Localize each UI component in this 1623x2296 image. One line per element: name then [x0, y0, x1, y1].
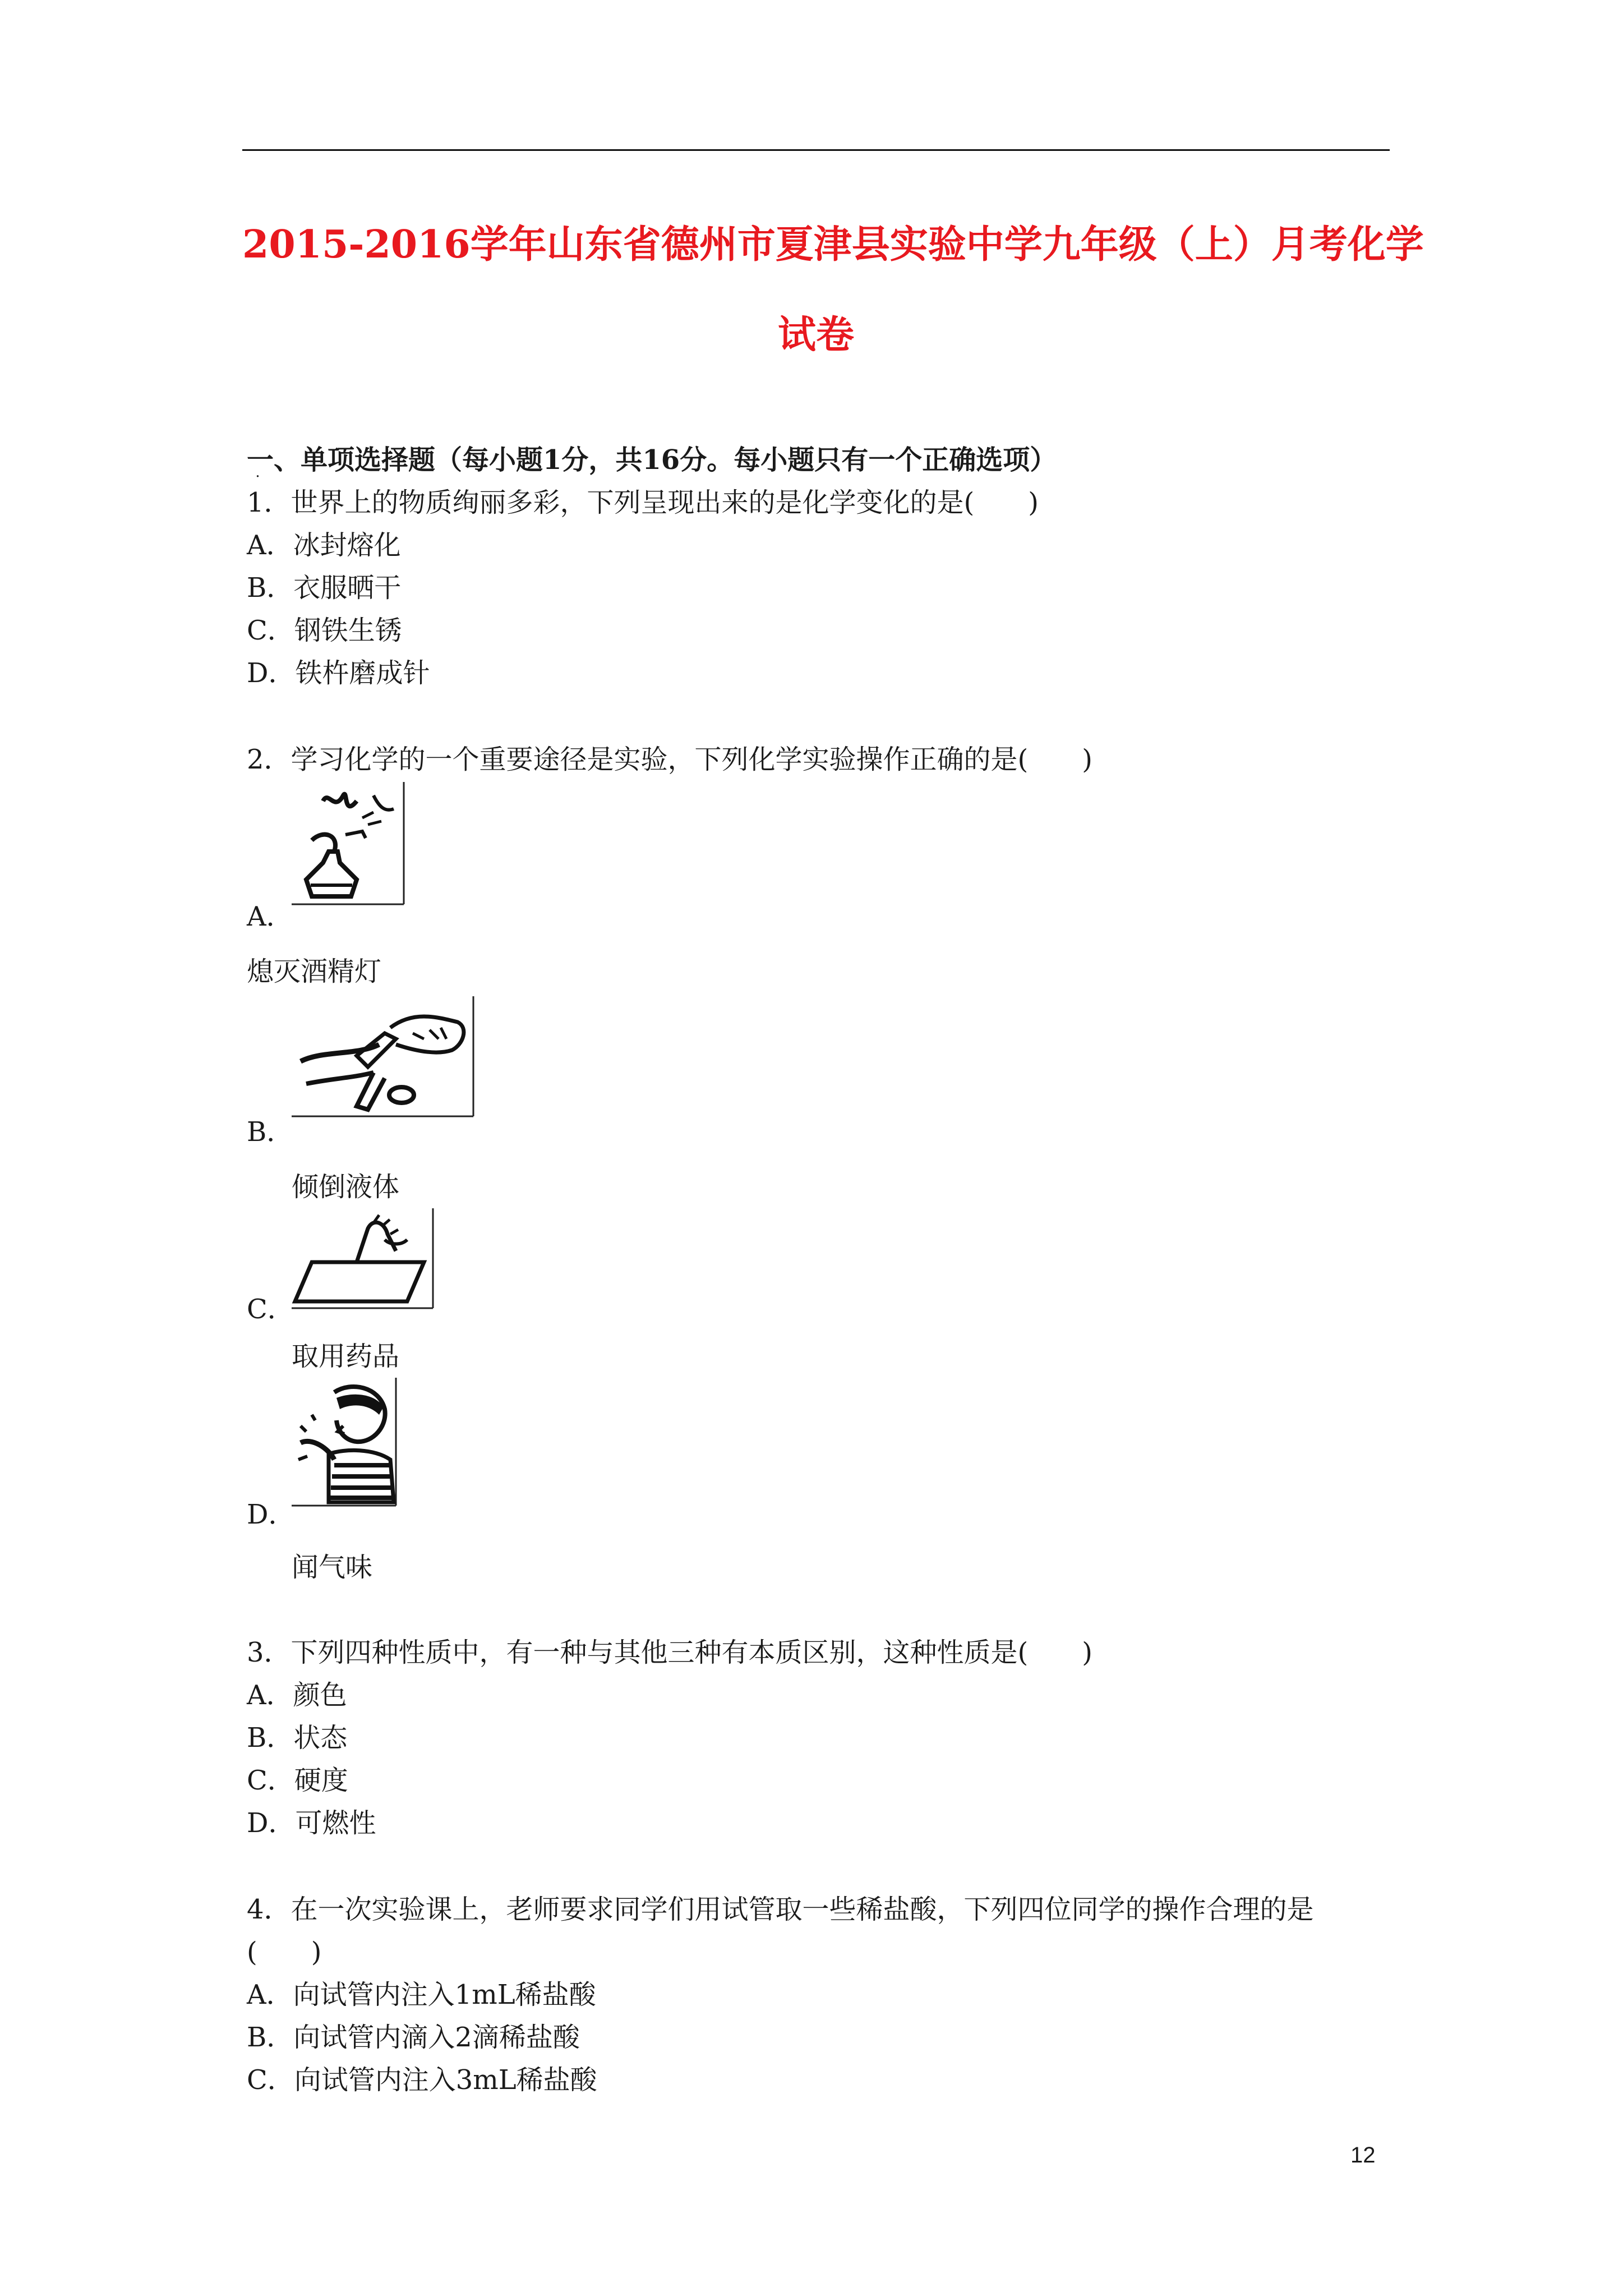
q2-option-d-letter: D．	[247, 1499, 296, 1530]
q2-option-b-caption: 倾倒液体	[292, 1171, 400, 1203]
exam-title-line-2: 试卷	[777, 312, 854, 357]
q3-stem: 3．下列四种性质中，有一种与其他三种有本质区别，这种性质是( )	[247, 1637, 1092, 1668]
q3-option-c: C．硬度	[247, 1765, 348, 1796]
q4-stem: 4．在一次实验课上，老师要求同学们用试管取一些稀盐酸，下列四位同学的操作合理的是	[247, 1894, 1314, 1925]
q2-option-a-caption: 熄灭酒精灯	[247, 956, 382, 987]
q1-stem: 1．世界上的物质绚丽多彩，下列呈现出来的是化学变化的是( )	[247, 487, 1039, 518]
page-number: 12	[1350, 2143, 1376, 2168]
q3-option-d: D．可燃性	[247, 1807, 376, 1839]
q1-option-c: C．钢铁生锈	[247, 615, 402, 646]
section-heading: 一、单项选择题（每小题1分，共16分。每小题只有一个正确选项）	[247, 444, 1057, 476]
smelling-gas-icon	[289, 1375, 398, 1508]
q3-option-a: A．颜色	[247, 1680, 347, 1711]
q2-option-d-caption: 闻气味	[292, 1552, 373, 1583]
q1-option-b: B．衣服晒干	[247, 572, 402, 604]
taking-reagent-by-hand-icon	[289, 1206, 435, 1310]
q4-option-c: C．向试管内注入3mL稀盐酸	[247, 2064, 597, 2096]
q3-option-b: B．状态	[247, 1722, 348, 1754]
q2-stem: 2．学习化学的一个重要途径是实验，下列化学实验操作正确的是( )	[247, 744, 1092, 775]
q2-option-c-letter: C．	[247, 1294, 294, 1325]
exam-title-line-1: 2015-2016学年山东省德州市夏津县实验中学九年级（上）月考化学	[242, 222, 1424, 267]
q1-option-d: D．铁杵磨成针	[247, 657, 430, 689]
q4-option-b: B．向试管内滴入2滴稀盐酸	[247, 2022, 580, 2053]
q1-option-a: A．冰封熔化	[247, 530, 401, 561]
alcohol-lamp-blowing-icon	[289, 779, 406, 908]
q4-option-a: A．向试管内注入1mL稀盐酸	[247, 1979, 596, 2010]
q2-option-c-caption: 取用药品	[292, 1341, 400, 1372]
q4-stem-continuation: ( )	[247, 1936, 322, 1968]
pouring-liquid-icon	[289, 994, 476, 1119]
q2-option-b-letter: B．	[247, 1116, 294, 1148]
q2-option-a-letter: A．	[247, 901, 293, 932]
scan-mark: ˙	[253, 473, 262, 493]
header-rule	[242, 149, 1390, 151]
